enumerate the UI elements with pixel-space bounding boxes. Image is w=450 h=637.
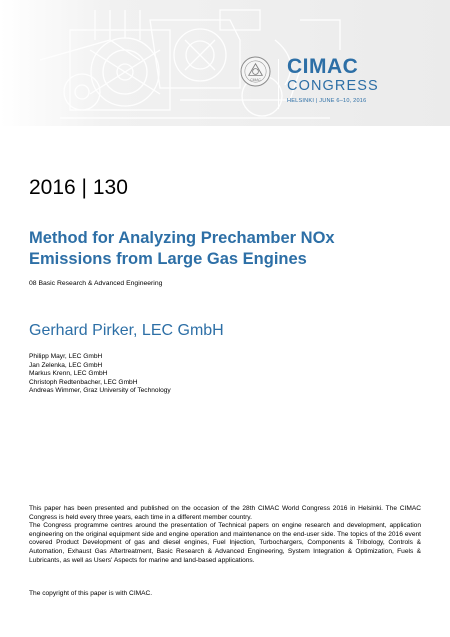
cimac-seal-icon: [240, 56, 271, 87]
paper-title-line: Method for Analyzing Prechamber NOx: [29, 229, 335, 247]
coauthor: Jan Zelenka, LEC GmbH: [29, 361, 103, 369]
paper-number: 2016 | 130: [29, 176, 128, 199]
notice-paragraph: The Congress programme centres around the presentation of Technical papers on engine research and development, application engineering on the original equipment side and engine operation and maintenance on the end-user side. The topics of the 2016 event covered Product Development of gas and diesel engines, Fuel Injection, Turbochargers, Components & Tribology, Controls & Automation, Exhaust Gas Aftertreatment, Basic Research & Advanced Engineering, System Integration & Optimization, Fuels & Lubricants, as well as Users' Aspects for marine and land-based applications.: [29, 522, 421, 564]
copyright-notice: The copyright of this paper is with CIMAC.: [29, 590, 153, 597]
coauthor: Christoph Redtenbacher, LEC GmbH: [29, 378, 138, 386]
paper-category: 08 Basic Research & Advanced Engineering: [29, 280, 163, 287]
logo-place-date: HELSINKI | JUNE 6–10, 2016: [287, 98, 367, 104]
paper-title-line: Emissions from Large Gas Engines: [29, 250, 307, 268]
cimac-logo: [240, 56, 440, 114]
logo-subtitle: CONGRESS: [287, 78, 379, 94]
coauthor: Andreas Wimmer, Graz University of Technology: [29, 387, 171, 395]
logo-name: CIMAC: [287, 55, 359, 78]
coauthor: Markus Krenn, LEC GmbH: [29, 370, 108, 378]
main-author: Gerhard Pirker, LEC GmbH: [29, 322, 224, 339]
notice-paragraph: This paper has been presented and published on the occasion of the 28th CIMAC World Congress 2016 in Helsinki. The CIMAC Congress is held every three years, each time in a different member country.: [29, 505, 421, 521]
congress-notice: [29, 505, 421, 565]
logo-divider: [278, 59, 279, 109]
coauthor: Philipp Mayr, LEC GmbH: [29, 353, 103, 360]
paper-title: [29, 228, 429, 270]
seal-text: CIMAC: [250, 78, 261, 83]
header-banner: [0, 0, 450, 126]
coauthor-list: [29, 353, 171, 396]
